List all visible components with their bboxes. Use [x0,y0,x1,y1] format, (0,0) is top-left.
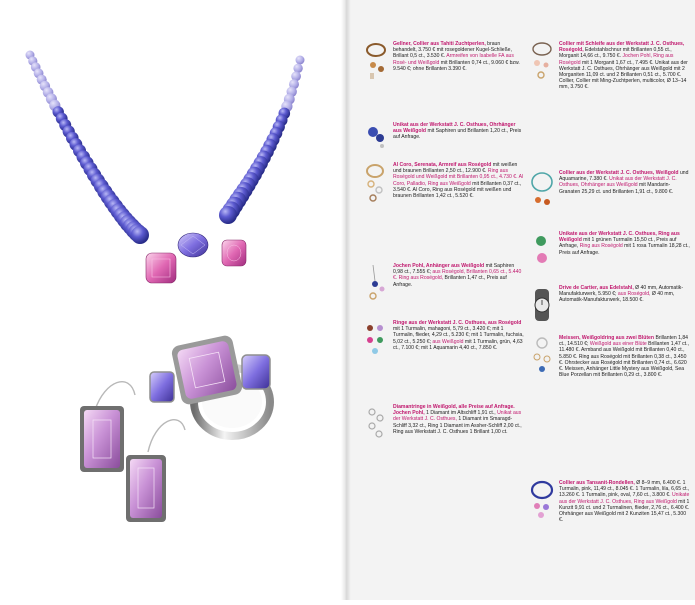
entry-heading: Drive de Cartier, aus Edelstahl, [559,285,634,291]
entry-body: braun behandelt, 3.750 € mit rosegoldener Kugel-Schließe, Brillant 0,5 ct., 3.530 €. [393,41,512,60]
entry-highlight: aus Roségold, Brillanten 0,65 ct., 5.440 €. Ring aus Roségold, [393,269,522,282]
entry-text [559,41,691,91]
entry-heading: Collier mit Schleife aus der Werkstatt J. C. Osthues, Roségold, [559,41,685,54]
entry-tail: mit 1 Kunzit 9,91 ct. und 2 Turmalinen, flieder, 2,76 ct., 6.400 €. Ohrhänger aus Weißgold mit 2 Kunziten 15,47 ct., 5.300 €. [559,498,690,524]
entry-text [393,41,525,72]
entry-heading: Al Coro, Serenata, Armreif aus Roségold [393,162,492,168]
entry-heading: Diamantringe in Weißgold, alle Preise auf Anfrage. Jochen Pohl, [393,404,515,417]
tourmaline-ring-thumbnail [529,231,555,271]
diamond-rings-thumbnail [363,404,389,444]
entry-text [393,122,525,141]
entry-highlight: Unikat aus der Werkstatt J. C. Osthues, Ohrhänger aus Weißgold [559,176,677,189]
entry-tail: mit Mandarin-Granaten 25,29 ct. und Brillanten 1,91 ct., 9.800 €. [559,182,674,195]
entry-highlight: Jochen Pohl, Ring aus Roségold [559,53,674,66]
entry-text [559,480,691,523]
necklace-thumbnail [363,41,389,81]
left-page-photo [0,0,345,600]
entry-body: und Aquamarine, 7.380 €. [559,170,689,183]
bead [219,206,237,224]
catalog-entry [529,285,689,329]
entry-body: Ø 40 mm, Automatik-Manufakturwerk, 5.950 €; [559,285,684,298]
catalog-entry [363,404,523,472]
entry-body: mit weißen und braunen Brillanten 2,50 ct., 12.900 €. [393,162,518,175]
entry-body: mit 1 Turmalin, mahagoni, 5,79 ct., 3.420 €; mit 1 Turmalin, flieder, 4,29 ct., 5.230 €; mit 1 Turmalin, fuchsia, 5,02 ct., 5.250 €; [393,326,524,345]
catalog-entry [529,41,689,161]
entry-heading: Unikate aus der Werkstatt J. C. Osthues, Ring aus Weißgold [559,231,680,244]
pendant-thumbnail [363,263,389,303]
catalog-entry [363,122,523,158]
entry-heading: Gellner, Collier aus Tahiti Zuchtperlen, [393,41,486,47]
jewelry-photo [0,0,345,600]
bead [131,226,149,244]
meissen-jewelry-thumbnail [529,335,555,375]
entry-body: mit Saphiren und Brillanten 1,20 ct., Preis auf Anfrage. [393,128,522,141]
catalog-entry [529,170,689,228]
entry-heading: Collier aus der Werkstatt J. C. Osthues, Weißgold [559,170,679,176]
bangle-rings-thumbnail [363,162,389,202]
entry-heading: Meissen, Weißgoldring aus zwei Blüten [559,335,655,341]
right-page-catalog [351,0,695,600]
catalog-entry [363,263,523,313]
entry-text [393,320,525,351]
entry-highlight: aus Roségold, [617,291,651,298]
entry-text [393,162,525,199]
catalog-entry [529,480,689,580]
entry-heading: Collier aus Tansanit-Rondellen, [559,480,635,486]
entry-tail: Ø 40 mm, Automatik-Manufakturwerk, 18.500 €. [559,291,675,304]
catalog-entry [363,41,523,113]
entry-text [559,231,691,256]
entry-text [559,170,691,195]
entry-text [559,335,691,378]
catalog-entry [363,320,523,400]
entry-tail: Brillanten 1,47 ct., 11.480 €. Armband aus Weißgold mit Brillanten 0,40 ct., 5.850 €. Ring aus Roségold mit Brillanten 0,38 ct., 3.450 €. Ohrstecker aus Roségold mit Brillanten 0,74 ct., 6.620 €. Meissen, Anhänger Little Mystery aus Weißgold, Sea Blue Porzellan mit Brillanten 0,29 ct., 3.800 €. [559,341,689,379]
entry-highlight: Weißgold aus einer Blüte [589,341,647,348]
watch-thumbnail [529,285,555,325]
entry-text [393,404,525,435]
entry-highlight: Ring aus Roségold [579,243,623,250]
entry-body: Edelstahlschnur mit Brillanten 0,55 ct., Morganit 14,66 ct., 9.750 €. [559,47,672,60]
catalog-entry [529,231,689,279]
entry-body: mit Saphiren 0,98 ct., 7.555 €; [393,263,515,276]
bow-necklace-thumbnail [529,41,555,81]
page-gutter [341,0,351,600]
entry-heading: Unikat aus der Werkstatt J. C. Osthues, Ohrhänger aus Weißgold [393,122,516,135]
entry-highlight: Unikate aus der Werkstatt J. C. Osthues, Ring aus Weißgold [559,492,690,505]
entry-heading: Jochen Pohl, Anhänger aus Weißgold [393,263,485,269]
entry-highlight: Ring aus Roségold und Weißgold mit Brillanten 0,95 ct., 4.730 €. Al Coro, Palladio, Ring aus Weißgold [393,168,524,187]
entry-highlight: Armreifen von Isabelle FA aus Rosé- und Weißgold [393,53,514,66]
loose-gemstones [146,233,246,283]
entry-body: Ø 8–9 mm, 6.400 €. 1 Turmalin, pink, 11,49 ct., 8.045 €. 1 Turmalin, lila, 6,65 ct., 13.260 €. 1 Turmalin, pink, oval, 7,60 ct., 3.800 €. [559,480,690,499]
entry-text [559,285,691,304]
entry-body: 1 Diamant im Altschliff 1,91 ct., [426,410,496,417]
entry-tail: mit Brillanten 0,74 ct., 9.060 € bzw. 9.540 €; ohne Brillanten 3.390 €. [393,59,520,72]
entry-highlight: Unikat aus der Werkstatt J. C. Osthues, [393,410,522,423]
entry-tail: mit Brillanten 0,37 ct., 3.540 €. Al Coro, Ring aus Roségold mit weißen und braunen Brillanten 1,42 ct., 5.520 €. [393,180,522,200]
entry-body: Brillanten 1,84 ct., 14.510 €; [559,335,689,348]
entry-tail: mit 1 Morganit 1,67 ct., 7.495 €. Unikat aus der Werkstatt J. C. Osthues, Ohrhänger aus Weißgold mit 2 Morganiten 11,09 ct. und 2 Brillanten 0,51 ct., 5.700 €. Collier, Collier mit Ming-Zuchtperlen, multicolor, Ø 13–14 mm, 3.750 €. [559,59,688,91]
entry-tail: mit 1 Turmalin, grün, 4,63 ct., 7.100 €; mit 1 Aquamarin 4,40 ct., 7.850 €. [393,338,523,351]
tanzanite-necklace [26,51,305,245]
aquamarine-necklace-thumbnail [529,170,555,210]
entry-highlight: aus Weißgold [432,338,464,345]
tourmaline-rings-thumbnail [363,320,389,360]
entry-tail: mit 1 rosa Turmalin 18,28 ct., Preis auf Anfrage. [559,243,690,256]
entry-heading: Ringe aus der Werkstatt J. C. Osthues, aus Roségold [393,320,522,326]
entry-tail: Brillanten 1,47 ct., Preis auf Anfrage. [393,275,507,288]
entry-tail: 1 Diamant im Smaragd-Schliff 3,32 ct., Ring 1 Diamant im Assher-Schliff 2,00 ct., Ring aus Werkstatt J. C. Osthues 1 Brillant 1,00 ct. [393,416,522,435]
entry-text [393,263,525,288]
tanzanite-collier-thumbnail [529,480,555,520]
earrings-thumbnail [363,122,389,162]
catalog-entry [529,335,689,453]
entry-body: mit 1 grünen Turmalin 15,50 ct., Preis auf Anfrage, [559,237,677,250]
catalog-entry [363,162,523,250]
bead [296,56,305,65]
